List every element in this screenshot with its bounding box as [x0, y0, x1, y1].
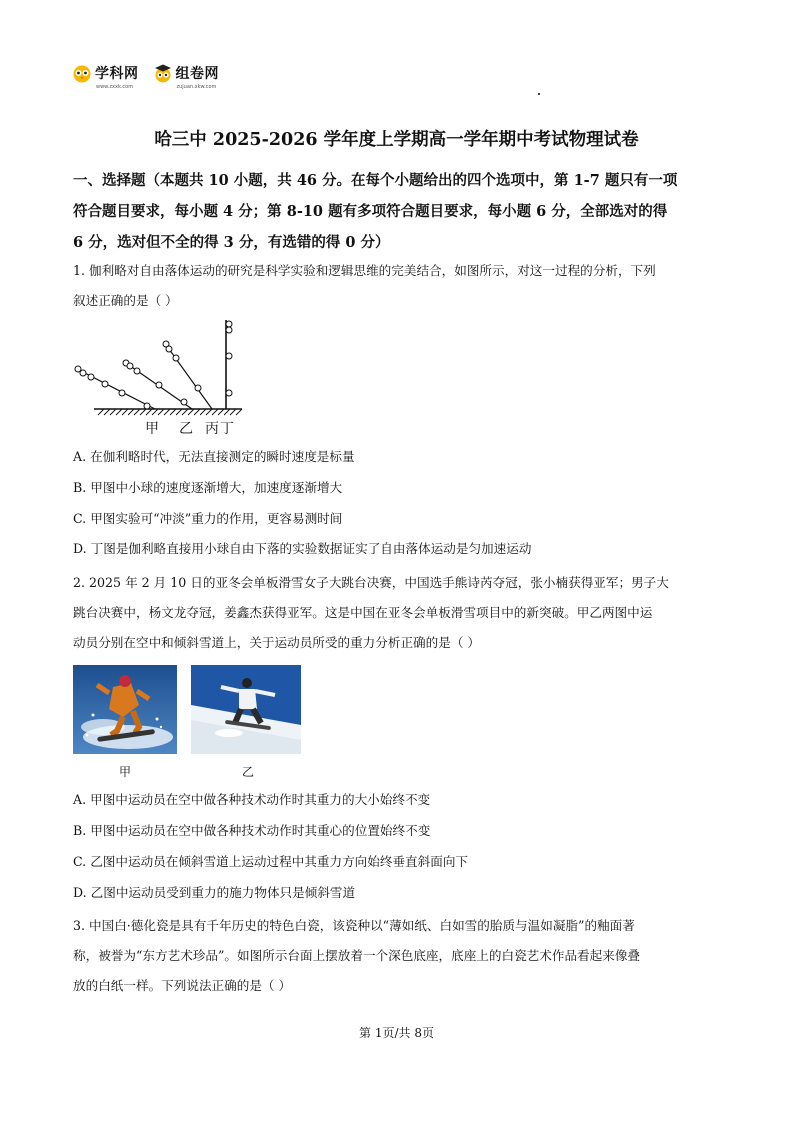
q2-line-1: 2. 2025 年 2 月 10 日的亚冬会单板滑雪女子大跳台决赛，中国选手熊诗芮夺冠，张小楠获得亚军；男子大 — [73, 575, 669, 590]
section-line-2: 符合题目要求，每小题 4 分；第 8-10 题有多项符合题目要求，每小题 6 分，全部选对的得 — [73, 203, 668, 220]
stray-dot — [538, 93, 540, 95]
logo2-sub: zujuan.xkw.com — [176, 84, 217, 90]
q1-line-2: 叙述正确的是（ ） — [73, 293, 178, 308]
q1-line-1: 1. 伽利略对自由落体运动的研究是科学实验和逻辑思维的完美结合，如图所示，对这一过程的分析，下列 — [73, 263, 656, 278]
q3-line-2: 称，被誉为“东方艺术珍品”。如图所示台面上摆放着一个深色底座，底座上的白瓷艺术作品看起来像叠 — [73, 948, 641, 963]
logo2-text: 组卷网 — [175, 66, 219, 82]
question-2-stem — [73, 568, 728, 658]
q2-option-c: C. 乙图中运动员在倾斜雪道上运动过程中其重力方向始终垂直斜面向下 — [73, 854, 469, 869]
section-line-1: 一、选择题（本题共 10 小题，共 46 分。在每个小题给出的四个选项中，第 1-7 题只有一项 — [73, 172, 678, 189]
q2-option-b: B. 甲图中运动员在空中做各种技术动作时其重心的位置始终不变 — [73, 823, 431, 838]
owl-icon — [72, 63, 92, 83]
owl-graduate-icon — [153, 63, 173, 83]
logo-xuekewang — [72, 63, 139, 90]
q2-option-d: D. 乙图中运动员受到重力的施力物体只是倾斜雪道 — [73, 885, 356, 900]
q2-line-3: 动员分别在空中和倾斜雪道上，关于运动员所受的重力分析正确的是（ ） — [73, 635, 481, 650]
question-1-stem — [73, 256, 728, 316]
q1-option-c: C. 甲图实验可“冲淡”重力的作用，更容易测时间 — [73, 511, 343, 526]
q3-line-3: 放的白纸一样。下列说法正确的是（ ） — [73, 978, 292, 993]
fig1-label-ding: 丁 — [220, 421, 234, 437]
question-3-stem — [73, 911, 728, 1001]
q1-option-a: A. 在伽利略时代，无法直接测定的瞬时速度是标量 — [73, 449, 355, 464]
q2-line-2: 跳台决赛中，杨文龙夺冠，姜鑫杰获得亚军。这是中国在亚冬会单板滑雪项目中的新突破。甲乙两图中运 — [73, 605, 653, 620]
q1-option-d: D. 丁图是伽利略直接用小球自由下落的实验数据证实了自由落体运动是匀加速运动 — [73, 541, 532, 556]
q1-option-b: B. 甲图中小球的速度逐渐增大，加速度逐渐增大 — [73, 480, 343, 495]
snowboarder-slope-photo — [191, 665, 301, 754]
page-title: 哈三中 2025-2026 学年度上学期高一学年期中考试物理试卷 — [154, 130, 639, 150]
logo-zujuanwang — [153, 63, 220, 90]
q2-option-a: A. 甲图中运动员在空中做各种技术动作时其重力的大小始终不变 — [73, 792, 431, 807]
header-logos — [72, 58, 219, 88]
section-heading — [73, 165, 725, 258]
fig1-label-yi: 乙 — [179, 421, 193, 437]
snowboarder-air-photo — [73, 665, 177, 754]
photo-caption-jia: 甲 — [119, 765, 132, 779]
fig1-label-bing: 丙 — [205, 421, 219, 437]
q3-line-1: 3. 中国白·德化瓷是具有千年历史的特色白瓷，该瓷种以“薄如纸、白如雪的胎质与温如凝脂”的釉面著 — [73, 918, 635, 933]
page-footer: 第 1页/共 8页 — [359, 1026, 434, 1040]
logo1-text: 学科网 — [95, 66, 139, 82]
photo-caption-yi: 乙 — [242, 765, 255, 779]
section-line-3: 6 分，选对但不全的得 3 分，有选错的得 0 分） — [73, 234, 390, 251]
fig1-label-jia: 甲 — [145, 421, 159, 437]
logo1-sub: www.zxxk.com — [96, 84, 134, 90]
